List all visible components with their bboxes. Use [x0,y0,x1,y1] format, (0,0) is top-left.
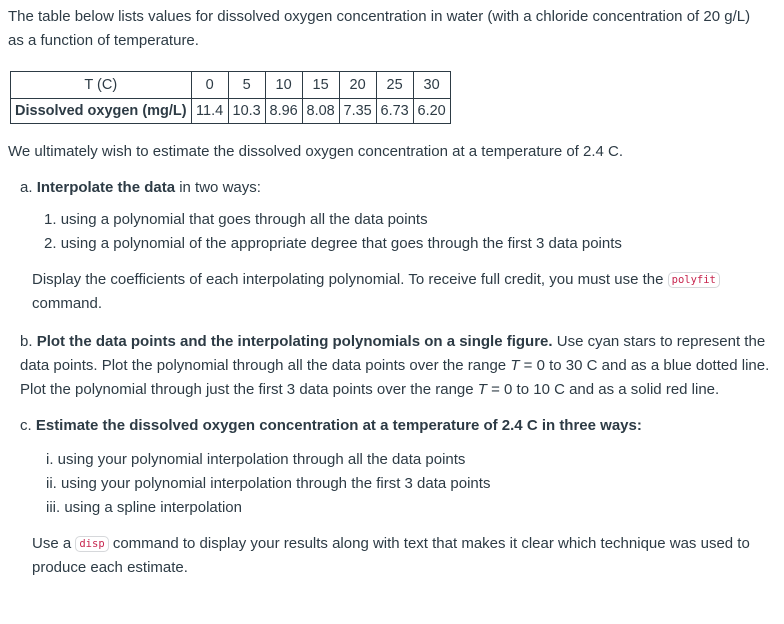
table-cell: 8.96 [265,99,302,124]
part-c-note [32,532,762,580]
problem-content [8,5,778,580]
table-cell: 6.73 [376,99,413,124]
oxygen-row [11,99,451,124]
list-text: using your polynomial interpolation through all the data points [57,451,466,468]
data-table [10,71,451,124]
note-text: Use a [32,535,76,552]
part-c-heading [20,414,778,438]
table-cell: 11.4 [191,99,228,124]
table-cell: 10 [265,72,302,99]
list-marker: iii. [46,499,61,516]
list-marker: 2. [44,235,57,252]
disp-code: disp [75,536,108,552]
part-a-note [32,268,767,316]
oxygen-row-label: Dissolved oxygen (mg/L) [11,99,192,124]
list-text: using a spline interpolation [64,499,242,516]
table-cell: 20 [339,72,376,99]
variable-t: T [510,357,520,374]
variable-t: T [477,381,487,398]
part-c-bold: Estimate the dissolved oxygen concentration at a temperature of 2.4 C in three ways: [35,417,642,434]
note-text: Display the coefficients of each interpolating polynomial. To receive full credit, you must use the [32,271,668,288]
part-b [20,330,778,402]
part-b-bold: Plot the data points and the interpolating polynomials on a single figure. [36,333,553,350]
table-cell: 10.3 [228,99,265,124]
part-b-text: = 0 to 30 C and as a blue dotted line. Plot the polynomial through just the first 3 data points over the range [20,357,770,398]
list-item [44,208,778,232]
list-marker: i. [46,451,54,468]
part-a-bold: Interpolate the data [36,179,176,196]
table-cell: 0 [191,72,228,99]
list-item [46,496,778,520]
part-a-heading [20,176,778,200]
part-a [20,176,778,256]
goal-text: We ultimately wish to estimate the dissolved oxygen concentration at a temperature of 2.4 C. [8,143,624,160]
part-b-text: Use cyan stars to represent the data points. Plot the polynomial through all the data points over the range [20,333,766,374]
list-text: using a polynomial that goes through all the data points [60,211,428,228]
table-cell: 6.20 [413,99,450,124]
list-item [46,472,778,496]
temperature-row [11,72,451,99]
list-text: using a polynomial of the appropriate degree that goes through the first 3 data points [60,235,622,252]
table-cell: 7.35 [339,99,376,124]
intro-text: The table below lists values for dissolved oxygen concentration in water (with a chloride concentration of 20 g/L) as a function of temperature. [8,8,751,49]
note-text: command. [32,295,103,312]
table-cell: 8.08 [302,99,339,124]
part-c-marker: c. [20,417,32,434]
part-a-marker: a. [20,179,33,196]
list-text: using your polynomial interpolation through the first 3 data points [61,475,491,492]
part-c-list [20,448,778,520]
list-item [44,232,778,256]
part-c [20,414,778,520]
table-cell: 15 [302,72,339,99]
list-item [46,448,778,472]
table-cell: 30 [413,72,450,99]
list-marker: 1. [44,211,57,228]
note-text: command to display your results along with text that makes it clear which technique was used to produce each estimate. [32,535,750,576]
temperature-row-label: T (C) [11,72,192,99]
polyfit-code: polyfit [668,272,720,288]
table-cell: 5 [228,72,265,99]
part-b-marker: b. [20,333,33,350]
part-b-text: = 0 to 10 C and as a solid red line. [486,381,720,398]
list-marker: ii. [46,475,57,492]
table-cell: 25 [376,72,413,99]
part-a-list [20,208,778,256]
part-a-rest: in two ways: [175,179,261,196]
